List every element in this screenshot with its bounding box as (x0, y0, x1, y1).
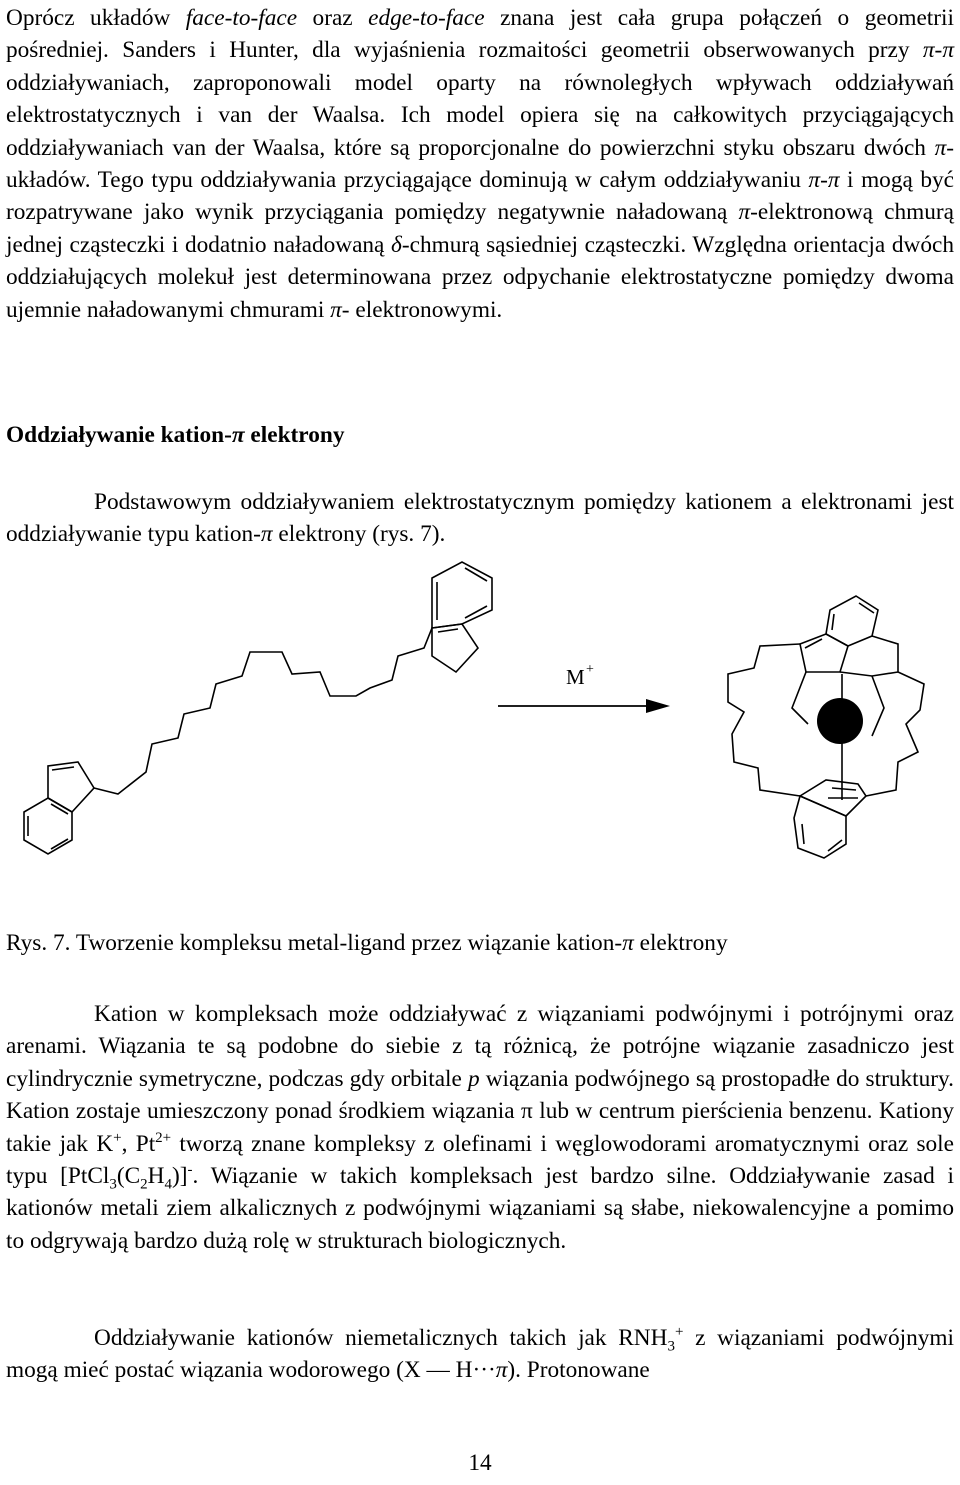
upper-cyclopentene-ring (432, 624, 478, 672)
complex-diagram (0, 548, 960, 888)
figure-caption: Rys. 7. Tworzenie kompleksu metal-ligand przez wiązanie kation-π elektrony (6, 930, 728, 956)
upper-benzene-ring (432, 562, 492, 628)
paragraph-nonmetal-cations: Oddziaływanie kationów niemetalicznych takich jak $RNH_3^+$ z wiązaniami podwójnymi mogą mieć postać wiązania wodorowego (X — H···π). Protonowane (6, 1324, 954, 1384)
arrow-label: M (566, 665, 585, 689)
paragraph-cation-pi: Podstawowym oddziaływaniem elektrostatycznym pomiędzy kationem a elektronami jest oddziaływanie typu kation-π elektrony (rys. 7). (6, 489, 954, 548)
left-benzene-ring (24, 798, 72, 854)
arrow-label-charge: + (586, 662, 594, 677)
paragraph-intro: Oprócz układów face-to-face oraz edge-to-face znana jest cała grupa połączeń o geometrii pośredniej. Sanders i Hunter, dla wyjaśnienia rozmaitości geometrii obserwowanych przy π-π oddziaływaniach, zaproponowali model oparty na równoległych wpływach oddziaływań elektrostatycznych i van der Waalsa. Ich model opiera się na całkowitych przyciągających oddziaływaniach van der Waalsa, które są proporcjonalne do powierzchni styku obszaru dwóch π-układów. Tego typu oddziaływania przyciągające dominują w całym oddziaływaniu π-π i mogą być rozpatrywane jako wynik przyciągania pomiędzy negatywnie naładowaną π-elektronową chmurą jednej cząsteczki i dodatnio naładowaną δ-chmurą sąsiedniej cząsteczki. Względna orientacja dwóch oddziałujących molekuł jest determinowana przez odpychanie elektrostatyczne pomiędzy dwoma ujemnie naładowanymi chmurami π- elektronowymi. (6, 5, 954, 323)
page-number: 14 (468, 1450, 492, 1476)
paragraph-bonds: Kation w kompleksach może oddziaływać z wiązaniami podwójnymi i potrójnymi oraz arenami. Wiązania te są podobne do siebie z tą różnicą, że potrójne wiązanie zasadniczo jest cylindrycznie symetryczne, podczas gdy orbitale p wiązania podwójnego są prostopadłe do struktury. Kation zostaje umieszczony ponad środkiem wiązania π lub w centrum pierścienia benzenu. Kationy takie jak K+, $Pt^{2+}$ tworzą znane kompleksy z olefinami i węglowodorami aromatycznymi oraz sole typu $[PtCl_3(C_2H_4)]^-$. Wiązanie w takich kompleksach jest bardzo silne. Oddziaływanie zasad i kationów metali ziem alkalicznych z podwójnymi wiązaniami są słabe, niekowalencyjne a pomimo to odgrywają bardzo dużą rolę w strukturach biologicznych. (6, 1001, 954, 1254)
reaction-arrow-head (646, 699, 670, 713)
left-cyclopentene-ring (48, 762, 94, 812)
metal-cation-sphere (817, 698, 863, 744)
ligand-chain (94, 628, 432, 794)
section-heading: Oddziaływanie kation-π elektrony (6, 422, 345, 448)
figure-7 (0, 548, 960, 888)
